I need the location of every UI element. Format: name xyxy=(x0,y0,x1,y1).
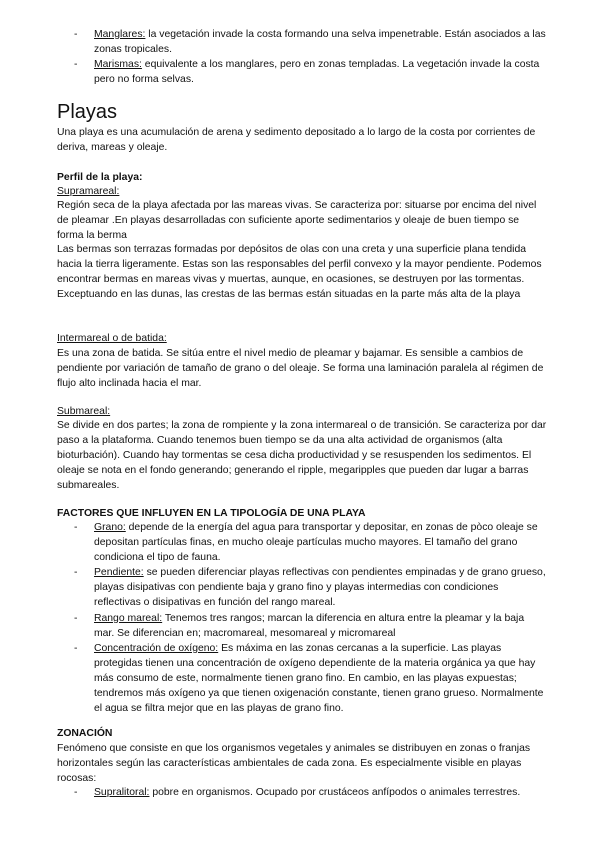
list-item xyxy=(57,520,547,565)
list-dash: - xyxy=(74,567,78,579)
list-item xyxy=(57,641,547,716)
term-grano: Grano: xyxy=(94,522,126,533)
list-dash: - xyxy=(74,787,78,798)
definition-text: pobre en organismos. Ocupado por crustáceos anfípodos o animales terrestres. xyxy=(149,787,521,798)
supramareal-heading: Supramareal: xyxy=(57,186,120,197)
list-dash: - xyxy=(74,522,78,533)
coastal-types-list xyxy=(57,27,547,87)
term-rango-mareal: Rango mareal: xyxy=(94,612,163,624)
submareal-heading: Submareal: xyxy=(57,406,111,417)
section-title-playas: Playas xyxy=(57,101,118,123)
term-marismas: Marismas: xyxy=(94,59,142,71)
definition-text: la vegetación invade la costa formando una selva impenetrable. Están asociados a las zonas tropicales. xyxy=(94,29,546,56)
list-item xyxy=(57,27,547,57)
zonacion-paragraph: Fenómeno que consiste en que los organismos vegetales y animales se distribuyen en zonas o franjas horizontales según las características ambientales de cada zona. Es especialmente visible en playas rocosas: xyxy=(57,743,531,785)
factores-heading: FACTORES QUE INFLUYEN EN LA TIPOLOGÍA DE UNA PLAYA xyxy=(57,508,366,519)
term-concentracion-oxigeno: Concentración de oxígeno: xyxy=(94,642,219,654)
submareal-paragraph: Se divide en dos partes; la zona de rompiente y la zona intermareal o de transición. Se caracteriza por dar paso a la plataforma. Cuando tenemos buen tiempo se da una alta actividad de organismos (alta bioturbación). Cuando hay tormentas se cesa dicha productividad y se resuspenden los sedimentos. El oleaje se nota en el fondo generando; generando el ripple, megaripples que pueden dar lugar a barras submareales. xyxy=(57,420,547,492)
list-item xyxy=(57,785,547,800)
supramareal-paragraph-2: Las bermas son terrazas formadas por depósitos de olas con una creta y una superficie plana tendida hacia la tierra ligeramente. Estas son las responsables del perfil convexo y la mayor pendiente. Podemos encontrar bermas en mareas vivas y muertas, aunque, en ocasiones, se destruyen por las tormentas. Exceptuando en las dunas, las crestas de las bermas están situadas en la parte más alta de la playa xyxy=(57,244,542,301)
definition-text: depende de la energía del agua para transportar y depositar, en zonas de pòco oleaje se depositan partículas finas, en mucho oleaje partículas mucho mayores. El tamaño del grano condiciona el tipo de fauna. xyxy=(94,522,538,564)
supramareal-paragraph-1: Región seca de la playa afectada por las mareas vivas. Se caracteriza por: situarse por encima del nivel de pleamar .En playas desarrolladas con suficiente aporte sedimentarios y oleaje de buen tiempo se forma la berma xyxy=(57,200,537,242)
list-dash: - xyxy=(74,29,78,40)
zonacion-heading: ZONACIÓN xyxy=(57,728,113,739)
list-dash: - xyxy=(74,612,78,624)
factores-list xyxy=(57,520,547,716)
zonacion-list xyxy=(57,785,547,800)
term-supralitoral: Supralitoral: xyxy=(94,787,150,798)
list-item xyxy=(57,57,547,87)
term-manglares: Manglares: xyxy=(94,29,146,40)
list-item xyxy=(57,565,547,610)
definition-text: equivalente a los manglares, pero en zonas templadas. La vegetación invade la costa pero no forma selvas. xyxy=(94,59,540,86)
definition-text: se pueden diferenciar playas reflectivas con pendientes empinadas y de grano grueso, playas disipativas con pendiente baja y grano fino y playas intermedias con condiciones reflectivas o disipativas en función del rango mareal. xyxy=(94,567,546,609)
intermareal-paragraph: Es una zona de batida. Se sitúa entre el nivel medio de pleamar y bajamar. Es sensible a cambios de pendiente por variación de tamaño de grano o del oleaje. Se forma una laminación paralela al régimen de flujo alto inclinada hacia el mar. xyxy=(57,348,544,390)
intermareal-heading: Intermareal o de batida: xyxy=(57,333,167,344)
list-dash: - xyxy=(74,59,78,71)
definition-text: Es máxima en las zonas cercanas a la superficie. Las playas protegidas tienen una concentración de oxígeno dependiente de la materia orgánica ya que hay más consumo de este, normalmente tienen grano fino. En cambio, en las playas expuestas; tendremos más oxígeno ya que tienen oxigenación constante, tienen grano grueso. Normalmente el agua se filtra mejor que en las playas de grano fino. xyxy=(94,642,544,715)
term-pendiente: Pendiente: xyxy=(94,567,144,579)
list-dash: - xyxy=(74,642,78,654)
perfil-heading: Perfil de la playa: xyxy=(57,172,143,183)
playas-intro: Una playa es una acumulación de arena y sedimento depositado a lo largo de la costa por corrientes de deriva, mareas y oleaje. xyxy=(57,127,536,154)
definition-text: Tenemos tres rangos; marcan la diferencia en altura entre la pleamar y la baja mar. Se diferencian en; macromareal, mesomareal y micromareal xyxy=(94,612,525,639)
list-item xyxy=(57,611,547,641)
